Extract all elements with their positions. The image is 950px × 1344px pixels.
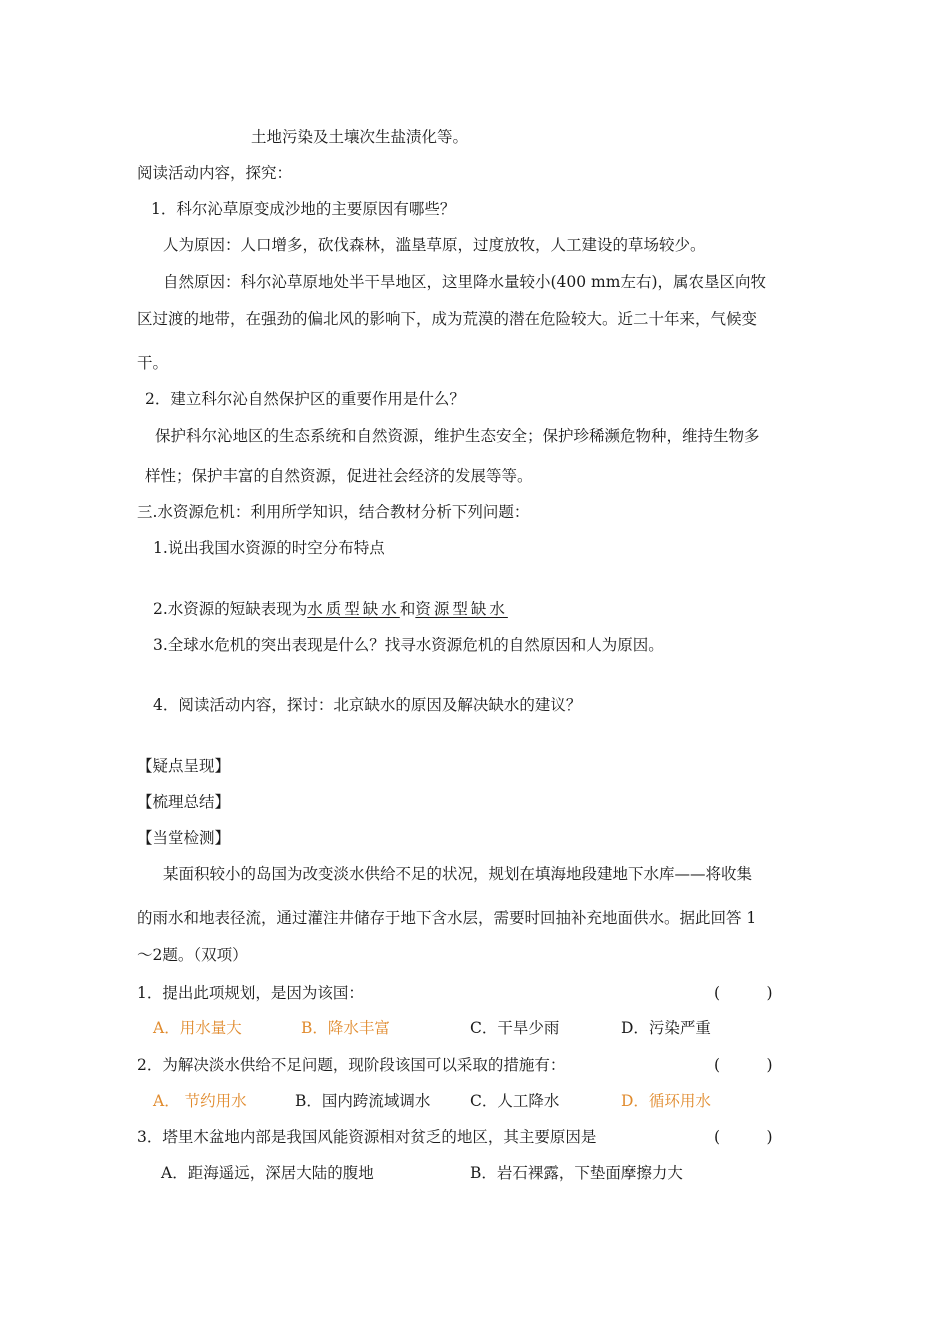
question-text: 2.水资源的短缺表现为 [153, 600, 308, 618]
question-heading: 1．科尔沁草原变成沙地的主要原因有哪些？ [151, 200, 456, 218]
underlined-answer: 水质型缺水 [307, 600, 400, 618]
answer-parentheses: ( ) [714, 1056, 773, 1074]
answer-parentheses: ( ) [714, 1128, 773, 1146]
passage-line: 的雨水和地表径流，通过灌注井储存于地下含水层，需要时回抽补充地面供水。据此回答 1 [137, 909, 757, 927]
bracket-heading: 【梳理总结】 [137, 793, 231, 811]
passage-line: ～2题。（双项） [137, 946, 248, 964]
answer-parentheses: ( ) [714, 984, 773, 1002]
option-b: B．国内跨流域调水 [295, 1092, 431, 1110]
question-text: 和 [399, 600, 416, 618]
answer-line: 人为原因：人口增多，砍伐森林，滥垦草原，过度放牧，人工建设的草场较少。 [163, 236, 706, 254]
option-b: B．降水丰富 [301, 1019, 390, 1037]
section-heading: 三.水资源危机：利用所学知识，结合教材分析下列问题： [137, 503, 530, 521]
question-stem: 2．为解决淡水供给不足问题，现阶段该国可以采取的措施有： [137, 1056, 566, 1074]
question-heading: 3.全球水危机的突出表现是什么？找寻水资源危机的自然原因和人为原因。 [153, 636, 664, 654]
answer-line: 干。 [137, 354, 169, 372]
answer-line: 保护科尔沁地区的生态系统和自然资源，维护生态安全；保护珍稀濒危物种，维持生物多 [155, 427, 760, 445]
bracket-heading: 【当堂检测】 [137, 829, 231, 847]
passage-line: 某面积较小的岛国为改变淡水供给不足的状况，规划在填海地段建地下水库——将收集 [163, 865, 753, 883]
option-b: B．岩石裸露，下垫面摩擦力大 [470, 1164, 683, 1182]
option-a: A．用水量大 [153, 1019, 242, 1037]
answer-line: 样性；保护丰富的自然资源，促进社会经济的发展等等。 [145, 467, 533, 485]
option-c: C．人工降水 [470, 1092, 560, 1110]
answer-line: 自然原因：科尔沁草原地处半干旱地区，这里降水量较小(400 mm左右)，属农垦区向牧 [163, 273, 767, 291]
option-a: A．距海遥远，深居大陆的腹地 [161, 1164, 374, 1182]
answer-line: 区过渡的地带，在强劲的偏北风的影响下，成为荒漠的潜在危险较大。近二十年来，气候变 [137, 310, 758, 328]
option-d: D．污染严重 [621, 1019, 711, 1037]
underlined-answer: 资源型缺水 [415, 600, 508, 618]
question-stem: 3．塔里木盆地内部是我国风能资源相对贫乏的地区，其主要原因是 [137, 1128, 597, 1146]
question-heading: 1.说出我国水资源的时空分布特点 [153, 539, 385, 557]
option-d: D．循环用水 [621, 1092, 711, 1110]
question-heading: 4．阅读活动内容，探讨：北京缺水的原因及解决缺水的建议？ [153, 696, 582, 714]
option-a: A． 节约用水 [153, 1092, 247, 1110]
question-stem: 1．提出此项规划，是因为该国： [137, 984, 364, 1002]
text-line: 土地污染及土壤次生盐渍化等。 [251, 128, 469, 146]
section-prompt: 阅读活动内容，探究： [137, 164, 293, 182]
question-heading [153, 599, 508, 619]
question-heading: 2．建立科尔沁自然保护区的重要作用是什么？ [145, 390, 465, 408]
bracket-heading: 【疑点呈现】 [137, 757, 231, 775]
option-c: C．干旱少雨 [470, 1019, 560, 1037]
